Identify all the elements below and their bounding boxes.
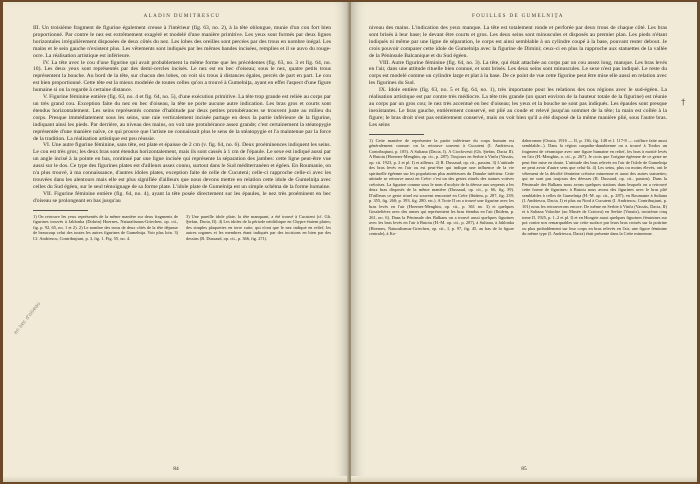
paragraph-v: V. Figurine féminine entière (fig. 63, no. 4 et fig. 64, no. 5), d'une exécution primitive. La tête trop grande est reliée au corps par un très grand cou. Exception faite du nez en bec d'oiseau, la tête ne porte aucune autre indication. Les bras gros et courts sont étendus horizontalement. Les seins représentés comme d'habitude par deux petites protubérances se trouvent juste au milieu du corps. Presque immédiatement sous les seins, une raie verticalement incisée partage en deux la partie inférieure de la figurine, indiquant ainsi les pieds. Par derrière, au niveau des mains, on voit une protubérance assez grande; c'est certainement la stéatopygie représentée d'une manière naïve, ce qui prouve que l'artiste ne connaissait plus le sens de la stéatopygie et l'a maintenue par la force de la tradition. La réalisation artistique est peu réussie. — [33, 94, 331, 142]
running-head-left: ALADIN DUMITRESCU — [143, 14, 221, 19]
right-page — [351, 2, 697, 482]
left-page-body — [33, 25, 331, 205]
footnote-rule-right — [369, 134, 424, 135]
page-number-right: 85 — [521, 466, 527, 472]
footnote-column-2: 3) Une pareille idole plate, la tête manquant, a été trouvé à Cucuteni (cf. Gh. Ştefan, Dacia, II). 4) Les idoles de la période néolithique en Chypre étaient plates; des simples plaquettes en terre cuite, qui n'ont que le nez indiqué en relief, les autres organes et les membres étant indiqués par des incisions en bien par des dessins (R. Dussaud, op. cit., p. 366, fig. 271). — [186, 213, 331, 241]
left-page — [3, 2, 349, 482]
handwritten-margin-note: en bec d'oiseau — [13, 300, 42, 336]
paper-edge-left — [3, 476, 349, 482]
running-head-right: FOUILLES DE GUMELNIŢA — [472, 14, 564, 19]
paper-edge-right — [351, 476, 697, 482]
page-number-left: 84 — [173, 466, 179, 472]
paragraph-vii: VII. Figurine féminine entière (fig. 64, no. 4), ayant la tête posée directement sur les épaules, le nez très proéminent en bec d'oiseau se prolongeant en bas jusqu'au — [33, 190, 331, 204]
left-footnotes — [33, 214, 331, 242]
right-footnotes — [369, 138, 667, 237]
paragraph-iii: III. Un troisième fragment de figurine également creuse à l'intérieur (fig. 63, no. 2), à la tête oblongue, munie d'un cou fort bien proportionné. Par contre le nez est extrêmement exagéré et modelé d'une manière primitive. Les yeux sont formés par deux lignes horizontales irrégulièrement disposées de deux côtés du nez. Les lobes des oreilles sont percées par des trous en nombre inégal. Les mains et le sein gauche n'existent plus. Les vêtements sont indiqués par les mêmes bandes incisées, remplies et il se auvo du rouge-ocre. La réalisation artistique est inférieure. — [33, 25, 331, 59]
paragraph-iv: IV. La tête avec le cou d'une figurine qui avait probablement la même forme que les précédentes (fig. 63, no. 3 et fig. 64, no. 10). Les deux yeux sont représentés par des demi-cercles incisés. Le nez est en bec d'oiseau; sous le nez, quatre petits trous représentent la bouche. Au bord de la tête, sur chacun des lobes, on voit six trous à distances égales, percés de part en part. Le cou est bien proportionné. Cette tête est la mieux modelée de toutes celles qu'on a trouvé à Gumelniţa, ayant en effet l'aspect d'une figure humaine si on la regarde à certaine distance. — [33, 59, 331, 94]
paragraph-viii: VIII. Autre figurine féminine (fig. 64, no. 3). La tête, qui était attachée au corps par un cou assez long, manque. Les bras levés en l'air, dans une attitude rituelle bien connue, et sont brisés. Les deux seins sont minuscules. Le sexe n'est pas indiqué. Le reste du corps est modelé comme un cylindre large et plat à la base. De ce point de vue cette figurine peut être mise elle aussi en relation avec les figurines du Sud. — [369, 59, 667, 87]
paragraph-vi: VI. Une autre figurine féminine, sans tête, est plate et épaisse de 2 cm (v. fig. 64, no. 6). Deux proéminences indiquent les seins. Le cou est très gros; les deux bras sont étendus horizontalement, mais ils sont cassés à 1 cm de l'épaule. Le sexe est indiqué aussi par un angle incisé à la pointe en bas, continué par une ligne incisée qui représente la séparation des jambes: cette ligne peut-être vue aussi sur le dos. Ce type des figurines plates est d'ailleurs assez connu, surtout dans le Sud méditerranéen et égéen. En Roumanie, on n'a plus trouvé, à ma connaissance, d'autres idoles plates, exception faite de celle de Cucuteni; celle-ci rapproche celle-ci avec les trouvées dans les alentours mais elle est plus signifiée d'ailleurs que nous devons mettre en relation cette idole de Gumelniţa avec celles du Sud égéen, sur le seul témoignage de sa forme plate. L'idole plate de Gumelniţa est un simple schéma de la forme humaine. — [33, 142, 331, 190]
footnote-column-1: 1) Cette manière de représenter la partie inférieure du corps humain est généralement connue: on la retrouve souvent à Cucuteni (I. Andriescu, Contribuţiuni, p. 105). A Sultana (Dacia, I). A Cioclovesti (Gh. Ştefan, Dacia II). A Butoiu (Hoernes-Menghin, op. cit., p. 287). Toujours en Serbie à Vinča (Vassits, op. cit. 1923, p. 2 et pl. I) et ailleurs. 2) R. Dussaud, op. cit., passim. 3) L'attitude des bras levés en l'air ou est peut-être qui indique une influence de la vie spirituelle égéenne sur les populations plus antérieures du Danube inférieur. Cette attitude se retrouve aussi en Crète: c'est un des gestes rituels des statues votives crétoises. La figurine connue sous le nom d'acolyte de la déesse aux serpents a les deux bras disposés de la même manière (Dussaud, op. cit., p. 66, fig. 39). D'ailleurs ce geste rituel est souvent rencontré en Crète (Ibidem, p. 287, fig. 239; p. 355, fig. 260; p. 393, fig. 280, etc.). A Troie II on a trouvé une figurine avec les bras levés en l'air (Hoernes-Menghin, op. cit., p. 361 no. 3) et quelques Gouttelières avec des armes qui représentent les bras étendus en l'air (Ibidem, p. 261, no. 6). Dans la Péninsule des Balkans on a trouvé aussi quelques figurines avec les bras levés en l'air à Butoiu (H.-M. op. cit., p. 287), à Sultana, à Jablonka (Hoernes, Naturalismus-Griechen, op. cit., I, p. 97, fig. 45, au bas de la figure centrale), à Ko- — [369, 137, 514, 237]
right-page-body — [369, 25, 667, 129]
margin-mark-icon: † — [681, 98, 686, 108]
book-spread — [3, 2, 697, 482]
footnote-rule-left — [33, 210, 88, 211]
footnote-column-1: 1) On retrouve les yeux représentés de la même manière sur deux fragments de figurines trouvés à Jablonka (Dobrin) Hoernes, Naturalismus-Griechen, op. cit., fig. p. 92, 65, no. 1 et 2). 2) Le nombre des trous de deux côtés de la tête dépasse de beaucoup celui des toutes les autres figurines de Gumelniţa. Voir plus loin. 3) Cf. Andriescu, Contribuţiuni, p. 3, fig. 1. Fig. 55, no. 4. — [33, 213, 178, 241]
paragraph-ix: IX. Idole entière (fig. 63, no. 5 et fig. 64, no. 1), très importante pour les relations des nos régions avec le sud-égéen. La réalisation artistique est par contre très médiocre. La tête très grande (un quart environ de la hauteur totale de la figurine) est réunie au corps par un gros cou; le nez très accentué en bec d'oiseau; les yeux et la bouche ne sont pas indiqués. Les épaules sont presque inexistantes. Le bras gauche, entièrement conservé, est plié au coude et relevé jusqu'au sommet de la tête; la main est collée à la figure; le bras droit n'est pas entièrement conservé, mais on voit bien qu'il a été disposé de la même manière plié, sous l'autre bras. Les seins — [369, 87, 667, 128]
paragraph-continued: niveau des mains. L'indication des yeux manque. La tête est totalement ronde et perforée par deux trous de chaque côté. Les bras sont brisés à leur base; le devant être courts et gros. Les deux seins sont minuscules et disposés au premier plan. Les pieds n'étant indiqués ni même par une ligne de séparation, le corps est ainsi semblable à un cylindre coupé à la base, pouvant rester debout. Je crois pouvoir comparer cette idole de Gumelniţa avec la figurine de Dimini; ceux-ci en plus la rapproche aux statuettes de la vallée de la Péninsule Balcanique et du Sud égéen. — [369, 25, 667, 59]
footnote-column-2: dzheromen (Orssia, 1916 — II, p. 136, fig. 148 et l. 117-8 — coiffure faite aussi semblable...). Dans la région carpatho-danubienne on a trouvé à Tordos un fragment de céramique avec une figure humaine en relief, les bras à moitié levés en l'air (H.-Menghin, o. cit., p. 267). Je crois que l'origine égéenne de ce geste ne peut être mise en doute. L'attitude des bras relevés en l'air de l'idole de Gumelniţa ne peut avoir d'autre sens que celui-là. 4) Les seins, plus ou moins élevés, ont le vêtement de la décolté féminine crétoise minoenne et aussi des autres statuettes; qui ne sont pas toujours des déesses (R. Dussaud, op. cit., passim). Dans la Péninsule des Balkans nous avons quelques stations dans lesquels on a retrouvé cette forme de figurines: à Butoiu nous avons des figurines avec le bras plié semblables à celles de Gumelniţa (H.-M. op. cit., p. 287); en Roumanie à Sultana (I. Andriescu, Dacia, I) et plus au Nord à Cucuteni (I. Andriescu, Contribuţiuni, p. 101) nous les retrouverons encore. De même en Serbie à Vinča (Vassits, Dacia, II) et à Sultana Valachie (au Musée de Craiova) en Serbie (Vassits), troisième cinq tome II, 1925, p. 1–2 et pl. I) et en Hongrie aussi quelques figurines féminines sur pot contre nos remarquables sur cette surface par leurs bras croisés sur la poitrine ou plus probablement sur leur corps en bras relevés en l'air, une figure féminine du même type (I. Andriescu, Dacia) était présente dans la Crète minoenne. — [522, 137, 667, 237]
